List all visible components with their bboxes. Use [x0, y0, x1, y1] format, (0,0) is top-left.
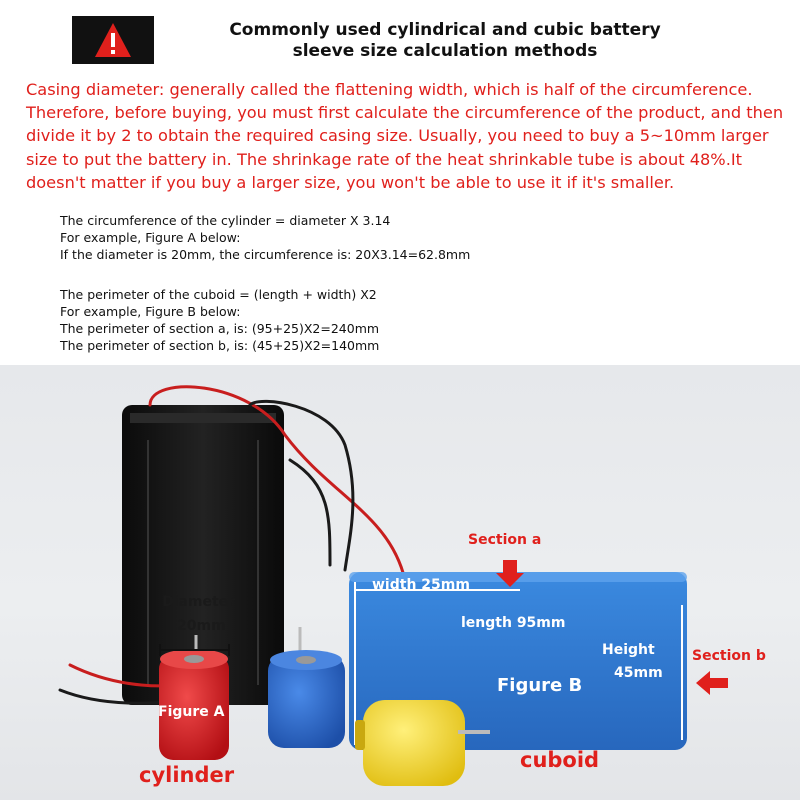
page-title — [160, 20, 730, 62]
warning-icon — [93, 20, 133, 60]
product-photo — [0, 365, 800, 800]
diameter-label: Diameter — [162, 594, 236, 610]
cuboid-formula — [60, 286, 760, 354]
cuboid-example-line: For example, Figure B below: — [60, 304, 241, 319]
header — [0, 0, 800, 80]
section-b-result-line: The perimeter of section b, is: (45+25)X2=140mm — [60, 338, 380, 353]
cylinder-formula — [60, 212, 760, 263]
section-b-label: Section b — [692, 648, 766, 664]
cuboid-formula-line: The perimeter of the cuboid = (length + width) X2 — [60, 287, 377, 302]
section-a-label: Section a — [468, 532, 542, 548]
title-line-1: Commonly used cylindrical and cubic battery — [229, 20, 661, 40]
height-label: Height — [602, 642, 655, 658]
warning-badge — [72, 16, 154, 64]
intro-paragraph: Casing diameter: generally called the flattening width, which is half of the circumference. Therefore, before buying, you must first calculate the circumference of the product, and then divide it by 2 to obtain the required casing size. Usually, you need to buy a 5~10mm larger size to put the battery in. The shrinkage rate of the heat shrinkable tube is about 48%.It doesn't matter if you buy a larger size, you won't be able to use it if it's smaller. — [26, 80, 784, 192]
cylinder-label: cylinder — [139, 763, 235, 787]
cylinder-example-line: For example, Figure A below: — [60, 230, 241, 245]
red-cylinder — [159, 635, 229, 760]
cylinder-formula-line: The circumference of the cylinder = diameter X 3.14 — [60, 213, 391, 228]
width-label: width 25mm — [372, 577, 470, 593]
height-value: 45mm — [614, 665, 663, 681]
figure-a-label: Figure A — [158, 704, 225, 720]
length-label: length 95mm — [461, 615, 566, 631]
cuboid-label: cuboid — [520, 748, 600, 772]
cylinder-result-line: If the diameter is 20mm, the circumference is: 20X3.14=62.8mm — [60, 247, 471, 262]
section-a-result-line: The perimeter of section a, is: (95+25)X2=240mm — [60, 321, 380, 336]
title-line-2: sleeve size calculation methods — [292, 41, 598, 61]
diameter-value: 20mm — [177, 618, 226, 634]
section-b-arrow — [696, 671, 728, 695]
figure-b-label: Figure B — [497, 675, 583, 696]
